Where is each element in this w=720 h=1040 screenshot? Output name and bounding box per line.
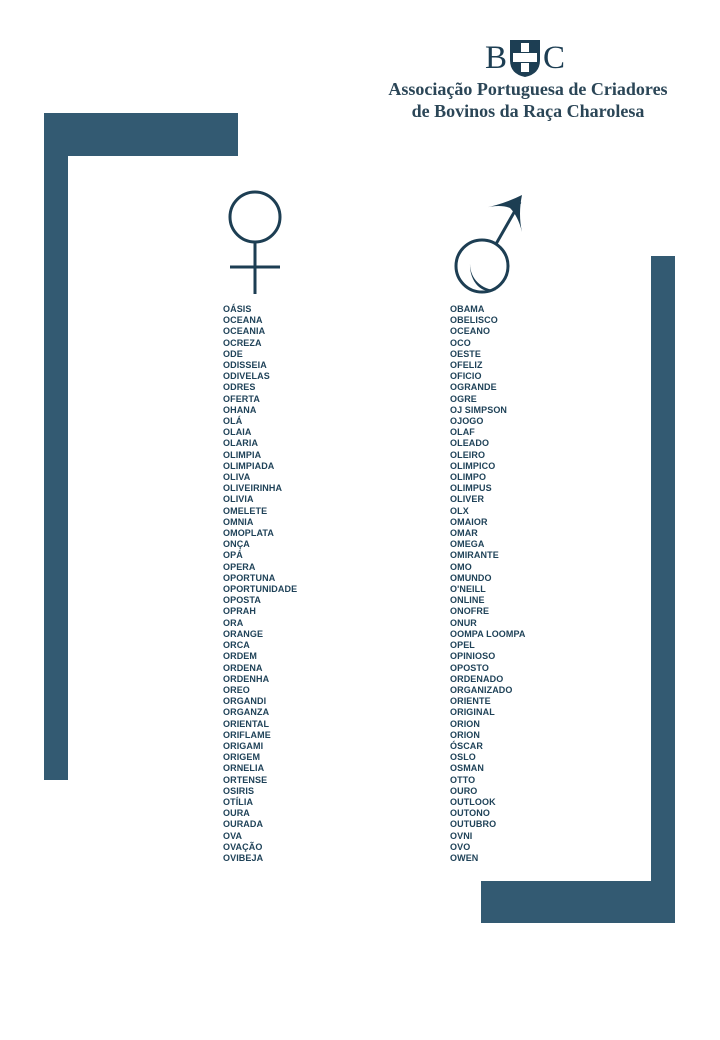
male-name-item: OSMAN <box>450 763 484 774</box>
female-name-item: OCEANIA <box>223 326 266 337</box>
male-names-list <box>450 304 526 864</box>
male-name-item: ORIENTE <box>450 696 491 707</box>
male-name-item: OPOSTO <box>450 662 489 673</box>
female-name-item: OLARIA <box>223 438 259 449</box>
female-name-item: OVIBEJA <box>223 852 264 863</box>
female-name-item: ONÇA <box>223 539 250 550</box>
female-name-item: OURADA <box>223 819 264 830</box>
female-name-item: OVAÇÃO <box>223 841 263 852</box>
female-name-item: OLAIA <box>223 427 252 438</box>
male-name-item: OLIMPICO <box>450 460 496 471</box>
male-name-item: OLEIRO <box>450 449 486 460</box>
frame-bar-right <box>651 256 675 923</box>
male-name-item: OLIVER <box>450 494 485 505</box>
male-name-item: OGRE <box>450 393 477 404</box>
female-name-item: ORIFLAME <box>223 729 271 740</box>
male-name-item: OCO <box>450 337 471 348</box>
male-name-item: OUTONO <box>450 808 490 819</box>
male-name-item: OVO <box>450 841 471 852</box>
male-name-item: OJ SIMPSON <box>450 404 508 415</box>
female-name-item: OPRAH <box>223 606 257 617</box>
female-name-item: OPORTUNIDADE <box>223 584 298 595</box>
female-name-item: ODIVELAS <box>223 371 270 382</box>
male-name-item: OPEL <box>450 640 475 651</box>
male-name-item: OMIRANTE <box>450 550 499 561</box>
logo-letter-c: C <box>543 40 566 76</box>
female-name-item: ORDEM <box>223 651 257 662</box>
female-name-item: OCREZA <box>223 337 262 348</box>
male-name-item: OURO <box>450 785 478 796</box>
male-name-item: OPINIOSO <box>450 651 496 662</box>
female-name-item: OPERA <box>223 561 256 572</box>
female-name-item: ODRES <box>223 382 256 393</box>
male-name-item: ORION <box>450 729 481 740</box>
female-name-item: OLIMPIADA <box>223 460 275 471</box>
male-name-item: ORDENADO <box>450 673 504 684</box>
male-name-item: ONUR <box>450 617 477 628</box>
female-name-item: ORDENHA <box>223 673 270 684</box>
female-name-item: ORNELIA <box>223 763 265 774</box>
female-name-item: ORGANZA <box>223 707 270 718</box>
male-name-item: OVNI <box>450 830 473 841</box>
female-name-item: ORIGAMI <box>223 740 264 751</box>
female-name-item: OÁSIS <box>223 304 252 314</box>
male-name-item: OJOGO <box>450 416 484 427</box>
male-name-item: OMAIOR <box>450 516 488 527</box>
male-name-item: OLIMPUS <box>450 483 492 494</box>
female-name-item: ORIENTAL <box>223 718 270 729</box>
association-logo <box>360 38 696 122</box>
male-name-item: ORGANIZADO <box>450 684 513 695</box>
male-name-item: O'NEILL <box>450 584 486 595</box>
male-name-item: OTTO <box>450 774 476 785</box>
female-name-item: ORGANDI <box>223 696 267 707</box>
logo-mark <box>360 38 696 78</box>
female-name-item: OVA <box>223 830 243 841</box>
female-name-item: OHANA <box>223 404 257 415</box>
female-name-item: OLIMPIA <box>223 449 262 460</box>
male-name-item: OBAMA <box>450 304 485 314</box>
female-symbol-icon <box>222 190 288 296</box>
female-name-item: OREO <box>223 684 250 695</box>
female-name-item: OLIVEIRINHA <box>223 483 283 494</box>
male-name-item: ORIGINAL <box>450 707 495 718</box>
female-name-item: ORCA <box>223 640 250 651</box>
female-name-item: OLIVIA <box>223 494 254 505</box>
male-name-item: OESTE <box>450 348 482 359</box>
male-name-item: ONLINE <box>450 595 485 606</box>
male-name-item: OUTLOOK <box>450 796 496 807</box>
female-name-item: ORIGEM <box>223 752 261 763</box>
female-name-item: OFERTA <box>223 393 260 404</box>
female-name-item: OMELETE <box>223 505 268 516</box>
male-name-item: OGRANDE <box>450 382 497 393</box>
female-names-list <box>223 304 297 864</box>
female-name-item: ODE <box>223 348 243 359</box>
male-name-item: OMUNDO <box>450 572 492 583</box>
female-name-item: OLÁ <box>223 416 243 427</box>
female-name-item: OSIRIS <box>223 785 255 796</box>
female-name-item: ORANGE <box>223 628 264 639</box>
frame-bar-left <box>44 113 68 780</box>
male-name-item: OMAR <box>450 528 478 539</box>
male-name-item: OOMPA LOOMPA <box>450 628 526 639</box>
female-name-item: OPOSTA <box>223 595 261 606</box>
male-name-item: OMO <box>450 561 472 572</box>
female-name-item: OURA <box>223 808 250 819</box>
female-name-item: ORTENSE <box>223 774 268 785</box>
male-name-item: ÓSCAR <box>450 740 484 751</box>
female-name-item: ODISSEIA <box>223 360 267 371</box>
male-name-item: OLEADO <box>450 438 490 449</box>
male-name-item: OLAF <box>450 427 475 438</box>
association-name-line1: Associação Portuguesa de Criadores <box>388 79 668 99</box>
shield-icon <box>508 38 542 78</box>
frame-bar-top-left <box>44 113 238 156</box>
female-name-item: OMOPLATA <box>223 528 274 539</box>
female-name-item: OTÍLIA <box>223 796 254 807</box>
frame-bar-bottom-right <box>481 881 675 923</box>
male-name-item: OLX <box>450 505 469 516</box>
male-name-item: OFICIO <box>450 371 482 382</box>
female-name-item: ORA <box>223 617 244 628</box>
female-name-item: OLIVA <box>223 472 251 483</box>
male-name-item: OMEGA <box>450 539 485 550</box>
female-name-item: OPÁ <box>223 550 243 561</box>
male-name-item: ORION <box>450 718 481 729</box>
female-name-item: OPORTUNA <box>223 572 276 583</box>
male-name-item: OSLO <box>450 752 476 763</box>
association-name-line2: de Bovinos da Raça Charolesa <box>411 101 645 121</box>
female-name-item: OCEANA <box>223 315 263 326</box>
male-name-item: OBELISCO <box>450 315 498 326</box>
male-name-item: OFELIZ <box>450 360 483 371</box>
male-name-item: OUTUBRO <box>450 819 497 830</box>
female-name-item: ORDENA <box>223 662 263 673</box>
male-name-item: OCEANO <box>450 326 491 337</box>
logo-letter-b: B <box>485 40 508 76</box>
female-name-item: OMNIA <box>223 516 254 527</box>
male-name-item: OWEN <box>450 852 479 863</box>
male-name-item: ONOFRE <box>450 606 490 617</box>
male-symbol-icon <box>452 192 532 296</box>
male-name-item: OLIMPO <box>450 472 487 483</box>
